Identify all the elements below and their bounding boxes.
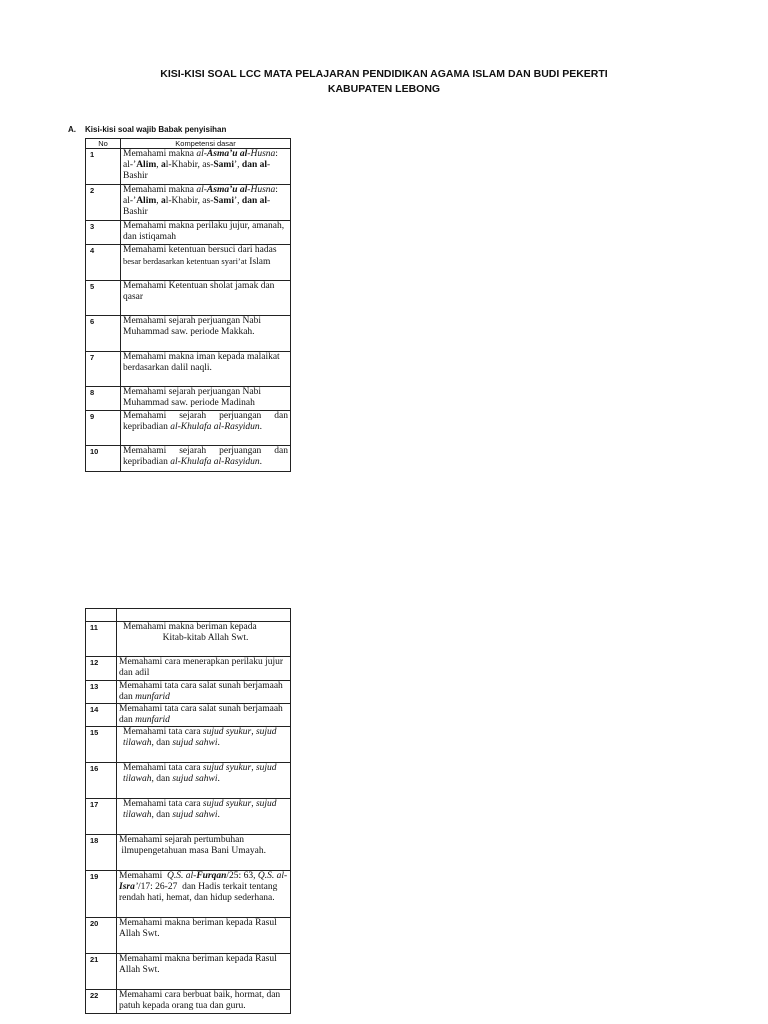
row-kompetensi: Memahami sejarah perjuangan Nabi Muhammad saw. periode Makkah.: [121, 316, 291, 352]
row-kompetensi: Memahami makna al-Asma’u al-Husna: al-’Alim, al-Khabir, as-Sami’, dan al-Bashir: [121, 149, 291, 185]
table-row: [86, 835, 291, 871]
table-row: [86, 185, 291, 221]
table-row: [86, 871, 291, 918]
table-row: [86, 446, 291, 472]
document-subtitle: KABUPATEN LEBONG: [327, 83, 441, 95]
row-kompetensi: Memahami cara berbuat baik, hormat, dan patuh kepada orang tua dan guru.: [117, 990, 291, 1014]
empty-cell: [117, 609, 291, 622]
row-kompetensi: Memahami makna al-Asma’u al-Husna: al-’Alim, al-Khabir, as-Sami’, dan al-Bashir: [121, 185, 291, 221]
row-kompetensi: Memahami tata cara sujud syukur, sujud tilawah, dan sujud sahwi.: [117, 799, 291, 835]
row-kompetensi: Memahami makna beriman kepada Rasul Allah Swt.: [117, 954, 291, 990]
row-kompetensi: Memahami tata cara salat sunah berjamaah dan munfarid: [117, 704, 291, 727]
row-kompetensi: Memahami makna beriman kepada Rasul Allah Swt.: [117, 918, 291, 954]
row-number: 9: [86, 411, 121, 446]
row-number: 16: [86, 763, 117, 799]
row-kompetensi: Memahami cara menerapkan perilaku jujur dan adil: [117, 657, 291, 681]
section-label: Kisi-kisi soal wajib Babak penyisihan: [85, 125, 227, 134]
header-kompetensi: Kompetensi dasar: [121, 139, 291, 149]
table-header-row: [86, 139, 291, 149]
table-row: [86, 316, 291, 352]
empty-cell: [86, 609, 117, 622]
section-letter: A.: [68, 125, 76, 134]
row-kompetensi: Memahami makna iman kepada malaikat berdasarkan dalil naqli.: [121, 352, 291, 387]
table-row: [86, 411, 291, 446]
table-row: [86, 352, 291, 387]
row-kompetensi: Memahami tata cara sujud syukur, sujud tilawah, dan sujud sahwi.: [117, 763, 291, 799]
row-number: 17: [86, 799, 117, 835]
row-kompetensi: Memahami Q.S. al-Furqan/25: 63, Q.S. al-Isra’/17: 26-27 dan Hadis terkait tentang rendah hati, hemat, dan hidup sederhana.: [117, 871, 291, 918]
table-row: [86, 245, 291, 281]
row-number: 20: [86, 918, 117, 954]
document-title: KISI-KISI SOAL LCC MATA PELAJARAN PENDIDIKAN AGAMA ISLAM DAN BUDI PEKERTI: [160, 68, 608, 80]
row-number: 3: [86, 221, 121, 245]
row-number: 12: [86, 657, 117, 681]
row-number: 2: [86, 185, 121, 221]
table-row: [86, 221, 291, 245]
row-number: 19: [86, 871, 117, 918]
row-number: 14: [86, 704, 117, 727]
table-row: [86, 954, 291, 990]
competency-table-part1: [85, 138, 291, 472]
table-row: [86, 799, 291, 835]
table-row: [86, 704, 291, 727]
row-number: 15: [86, 727, 117, 763]
table-row: [86, 149, 291, 185]
row-number: 1: [86, 149, 121, 185]
row-number: 11: [86, 622, 117, 657]
row-number: 4: [86, 245, 121, 281]
table-empty-row: [86, 609, 291, 622]
row-number: 13: [86, 681, 117, 704]
row-kompetensi: Memahami makna perilaku jujur, amanah, dan istiqamah: [121, 221, 291, 245]
row-number: 8: [86, 387, 121, 411]
competency-table-part2: [85, 608, 291, 1014]
table-row: [86, 918, 291, 954]
row-kompetensi: Memahami sejarah perjuangan Nabi Muhammad saw. periode Madinah: [121, 387, 291, 411]
row-kompetensi: Memahami makna beriman kepada Kitab-kitab Allah Swt.: [117, 622, 291, 657]
row-number: 18: [86, 835, 117, 871]
table-row: [86, 281, 291, 316]
row-number: 5: [86, 281, 121, 316]
row-kompetensi: Memahami Ketentuan sholat jamak dan qasar: [121, 281, 291, 316]
table-row: [86, 622, 291, 657]
table-row: [86, 681, 291, 704]
header-no: No: [86, 139, 121, 149]
row-number: 10: [86, 446, 121, 472]
row-kompetensi: Memahami ketentuan bersuci dari hadas besar berdasarkan ketentuan syari’at Islam: [121, 245, 291, 281]
row-number: 6: [86, 316, 121, 352]
table-row: [86, 387, 291, 411]
row-kompetensi: Memahami sejarah pertumbuhan ilmupengetahuan masa Bani Umayah.: [117, 835, 291, 871]
row-kompetensi: Memahami sejarah perjuangan dan kepribadian al-Khulafa al-Rasyidun.: [121, 446, 291, 472]
row-kompetensi: Memahami tata cara sujud syukur, sujud tilawah, dan sujud sahwi.: [117, 727, 291, 763]
table-row: [86, 657, 291, 681]
section-heading: [68, 125, 226, 134]
row-kompetensi: Memahami sejarah perjuangan dan kepribadian al-Khulafa al-Rasyidun.: [121, 411, 291, 446]
table-row: [86, 763, 291, 799]
row-number: 7: [86, 352, 121, 387]
table-row: [86, 990, 291, 1014]
table-row: [86, 727, 291, 763]
row-number: 21: [86, 954, 117, 990]
row-kompetensi: Memahami tata cara salat sunah berjamaah dan munfarid: [117, 681, 291, 704]
row-number: 22: [86, 990, 117, 1014]
